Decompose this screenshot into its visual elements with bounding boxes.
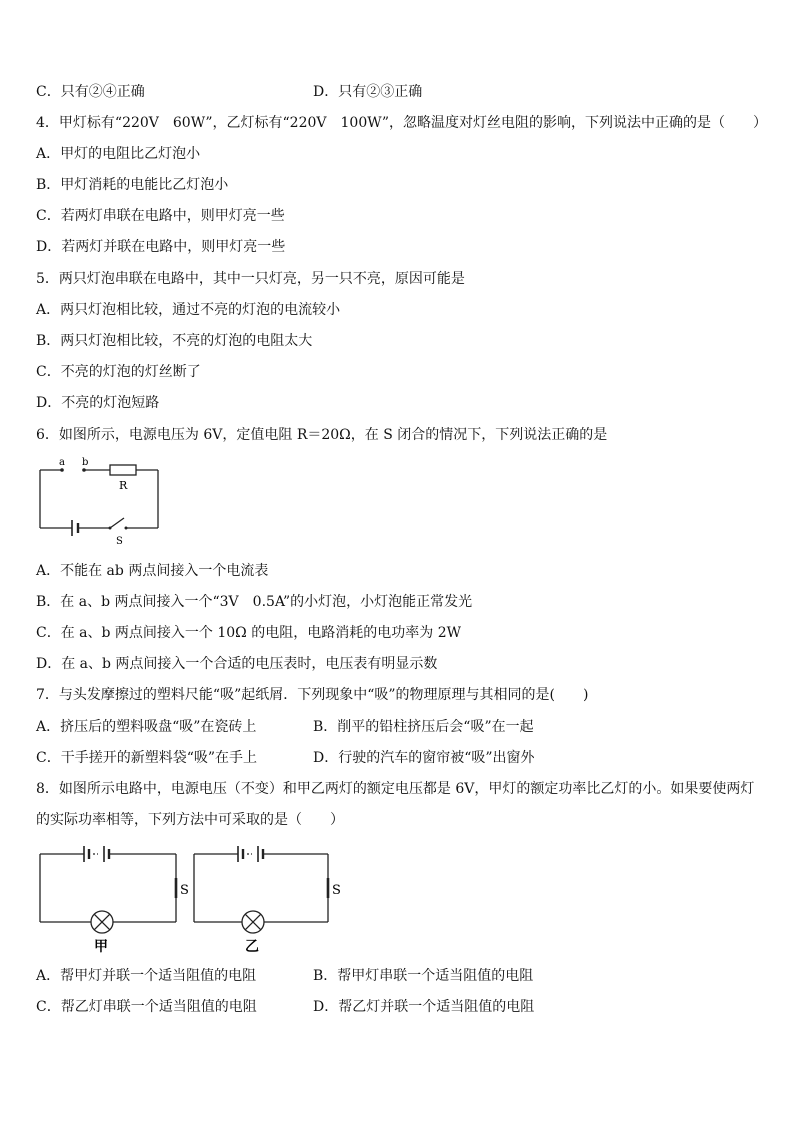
q6-point-b <box>82 468 86 472</box>
q8-label-jia: 甲 <box>94 939 108 954</box>
q6-label-s: S <box>116 536 123 547</box>
q8-label-yi: 乙 <box>245 939 259 954</box>
q5-stem: 5．两只灯泡串联在电路中，其中一只灯亮，另一只不亮，原因可能是 <box>36 271 465 287</box>
q5-option-d: D．不亮的灯泡短路 <box>36 395 160 411</box>
q5-option-a: A．两只灯泡相比较，通过不亮的灯泡的电流较小 <box>36 302 341 318</box>
q6-label-r: R <box>119 479 128 492</box>
q3-option-c: C．只有②④正确 <box>36 84 145 100</box>
q8-option-a: A．帮甲灯并联一个适当阻值的电阻 <box>36 968 257 984</box>
q5-option-b: B．两只灯泡相比较，不亮的灯泡的电阻太大 <box>36 333 313 349</box>
q6-label-a: a <box>59 457 65 468</box>
q4-option-c: C．若两灯串联在电路中，则甲灯亮一些 <box>36 208 285 224</box>
q8-option-d: D．帮乙灯并联一个适当阻值的电阻 <box>313 999 535 1015</box>
q7-option-c: C．干手搓开的新塑料袋“吸”在手上 <box>36 750 258 766</box>
q4-option-b: B．甲灯消耗的电能比乙灯泡小 <box>36 177 229 193</box>
q6-switch <box>110 518 124 528</box>
q8-label-s-yi: S <box>332 883 341 898</box>
q5-option-c: C．不亮的灯泡的灯丝断了 <box>36 364 201 380</box>
q6-resistor <box>110 465 136 475</box>
q8-circuit-jia <box>36 842 192 954</box>
q4-option-d: D．若两灯并联在电路中，则甲灯亮一些 <box>36 239 286 255</box>
q7-option-d: D．行驶的汽车的窗帘被“吸”出窗外 <box>313 750 535 766</box>
q8-option-b: B．帮甲灯串联一个适当阻值的电阻 <box>313 968 534 984</box>
q8-circuit-yi <box>190 842 350 954</box>
q6-label-b: b <box>82 457 89 468</box>
q8-stem-line2: 的实际功率相等，下列方法中可采取的是（ ） <box>36 812 344 828</box>
q7-stem: 7．与头发摩擦过的塑料尺能“吸”起纸屑．下列现象中“吸”的物理原理与其相同的是( ) <box>36 687 589 703</box>
q6-circuit-diagram <box>34 456 164 548</box>
q6-option-d: D．在 a、b 两点间接入一个合适的电压表时，电压表有明显示数 <box>36 656 438 672</box>
q8-label-s-jia: S <box>180 883 189 898</box>
q4-option-a: A．甲灯的电阻比乙灯泡小 <box>36 146 201 162</box>
q3-option-d: D．只有②③正确 <box>313 84 423 100</box>
q6-stem: 6．如图所示，电源电压为 6V，定值电阻 R＝20Ω，在 S 闭合的情况下，下列说法正确的是 <box>36 427 608 443</box>
q4-stem: 4．甲灯标有“220V 60W”，乙灯标有“220V 100W”，忽略温度对灯丝电阻的影响，下列说法中正确的是（ ） <box>36 115 768 131</box>
q6-option-b: B．在 a、b 两点间接入一个“3V 0.5A”的小灯泡，小灯泡能正常发光 <box>36 594 473 610</box>
q6-option-c: C．在 a、b 两点间接入一个 10Ω 的电阻，电路消耗的电功率为 2W <box>36 625 461 641</box>
q7-option-b: B．削平的铅柱挤压后会“吸”在一起 <box>313 719 534 735</box>
q8-stem-line1: 8．如图所示电路中，电源电压（不变）和甲乙两灯的额定电压都是 6V，甲灯的额定功率比乙灯的小。如果要使两灯 <box>36 781 755 797</box>
q8-option-c: C．帮乙灯串联一个适当阻值的电阻 <box>36 999 257 1015</box>
q6-option-a: A．不能在 ab 两点间接入一个电流表 <box>36 563 269 579</box>
q7-option-a: A．挤压后的塑料吸盘“吸”在瓷砖上 <box>36 719 257 735</box>
q6-point-a <box>60 468 64 472</box>
